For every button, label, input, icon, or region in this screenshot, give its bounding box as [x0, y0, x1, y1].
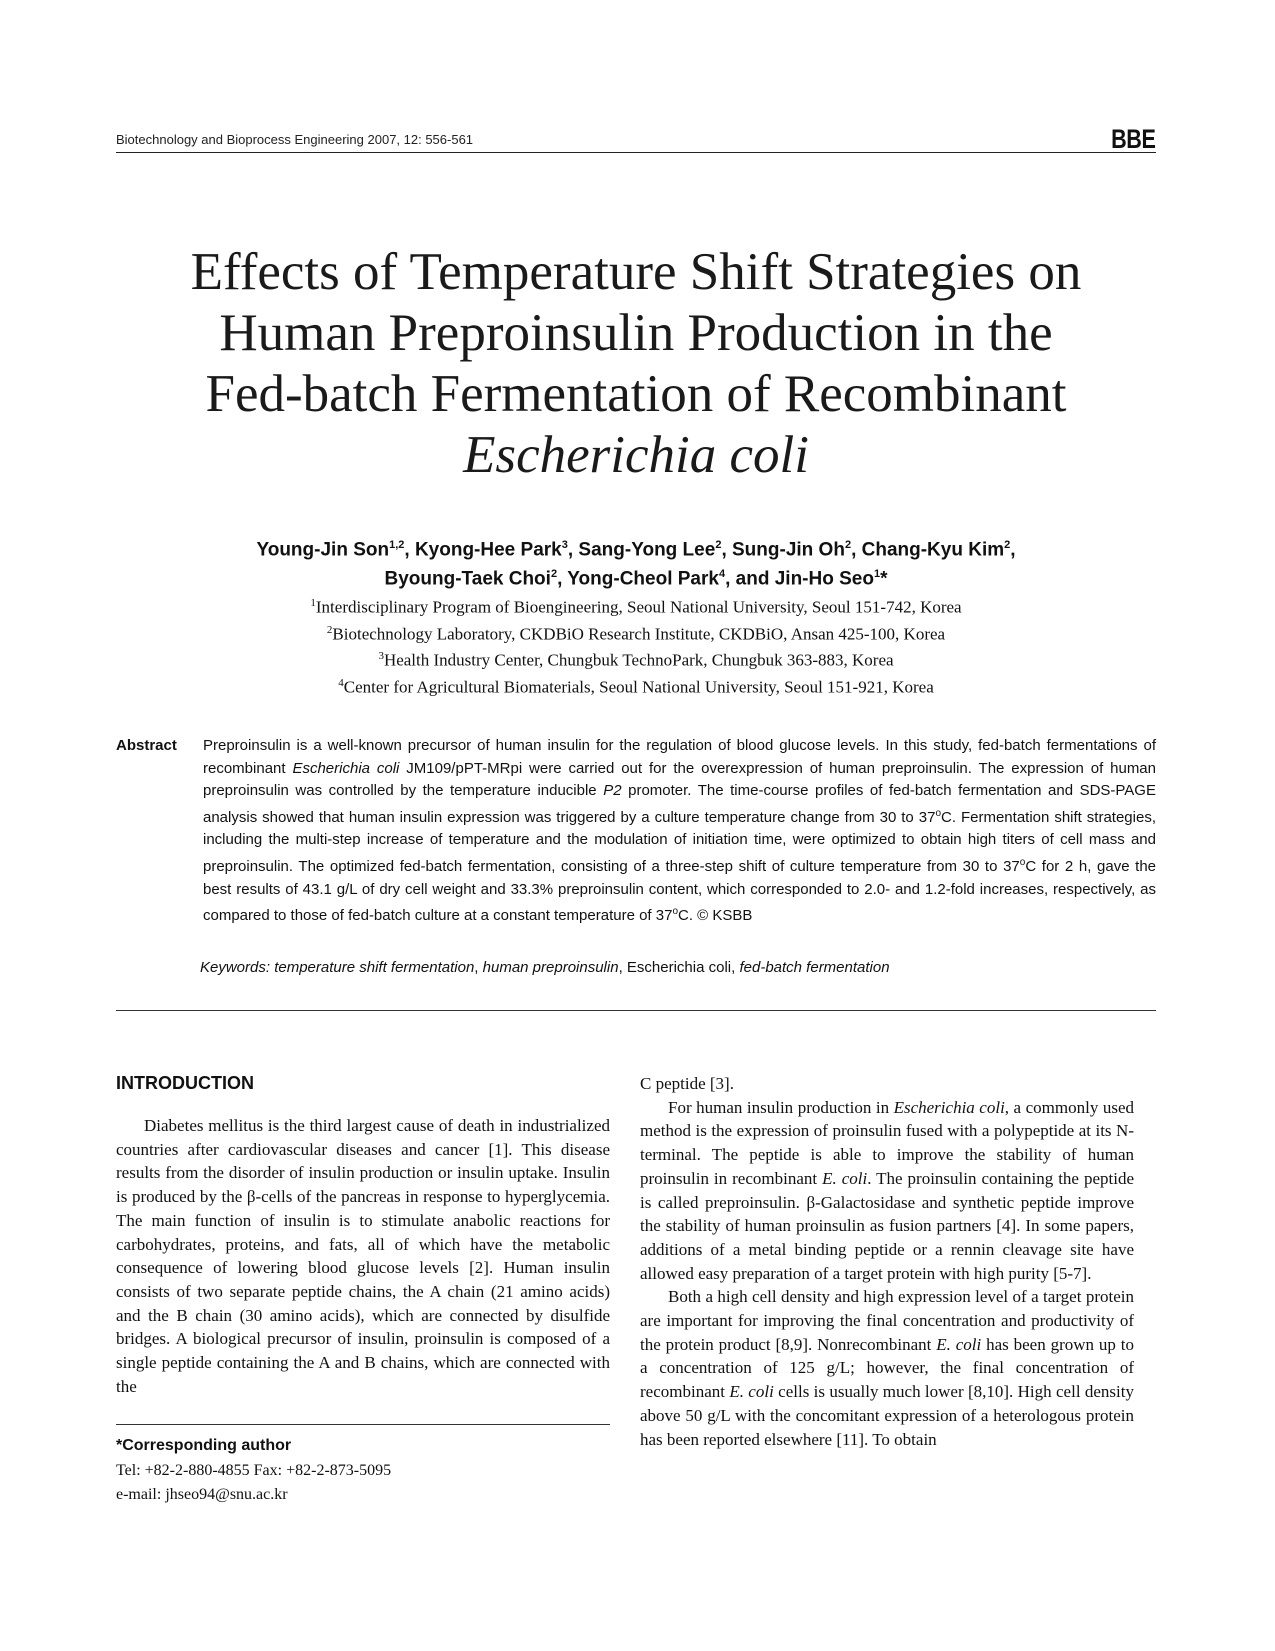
author-affil-sup: 2	[715, 539, 722, 551]
author: Young-Jin Son	[256, 539, 390, 561]
article-title	[116, 242, 1156, 486]
title-line-3: Fed-batch Fermentation of Recombinant	[205, 365, 1067, 423]
abstract-label: Abstract	[116, 737, 177, 754]
author-affil-sup: 2	[550, 568, 558, 581]
author: Chang-Kyu Kim	[861, 539, 1005, 561]
author: Kyong-Hee Park	[414, 539, 562, 561]
left-column	[116, 1114, 610, 1398]
paragraph: For human insulin production in Escherichia coli, a commonly used method is the expression of proinsulin fused with a polypeptide at its N-terminal. The peptide is able to improve the stability of human proinsulin in recombinant E. coli. The proinsulin containing the peptide is called preproinsulin. β-Galactosidase and synthetic peptide improve the stability of human proinsulin as fusion partners [4]. In some papers, additions of a metal binding peptide or a rennin cleavage site have allowed easy preparation of a target protein with high purity [5-7].	[640, 1097, 1134, 1283]
author: Yong-Cheol Park	[567, 568, 719, 590]
running-header	[116, 122, 1156, 153]
author-affil-sup: 1,2	[389, 539, 405, 551]
author: Jin-Ho Seo	[774, 568, 874, 590]
contact-email: e-mail: jhseo94@snu.ac.kr	[116, 1486, 288, 1503]
journal-logo: BBE	[1111, 124, 1156, 154]
author-affil-sup: 2	[1004, 539, 1011, 551]
keywords-line: Keywords: temperature shift fermentation, human preproinsulin, Escherichia coli, fed-batch fermentation	[200, 959, 890, 976]
corresponding-author-heading: *Corresponding author	[116, 1437, 292, 1454]
author-affil-sup: 1	[873, 568, 881, 581]
author: Sung-Jin Oh	[732, 539, 845, 561]
right-column	[640, 1072, 1134, 1451]
author-affil-sup: 4	[718, 568, 726, 581]
affiliation: $^3$Health Industry Center, Chungbuk TechnoPark, Chungbuk 363-883, Korea	[378, 650, 894, 670]
author-affil-sup: 2	[844, 539, 852, 551]
abstract-text: Preproinsulin is a well-known precursor of human insulin for the regulation of blood glucose levels. In this study, fed-batch fermentations of recombinant Escherichia coli JM109/pPT-MRpi were carried out for the overexpression of human preproinsulin. The expression of human preproinsulin was controlled by the temperature inducible P2 promoter. The time-course profiles of fed-batch fermentation and SDS-PAGE analysis showed that human insulin expression was triggered by a culture temperature change from 30 to 37$^o$C. Fermentation shift strategies, including the multi-step increase of temperature and the modulation of initiation time, were optimized to obtain high titers of cell mass and preproinsulin. The optimized fed-batch fermentation, consisting of a three-step shift of culture temperature from 30 to 37$^o$C for 2 h, gave the best results of 43.1 g/L of dry cell weight and 33.3% preproinsulin content, which corresponded to 2.0- and 1.2-fold increases, respectively, as compared to those of fed-batch culture at a constant temperature of 37$^o$C. © KSBB	[203, 737, 1157, 925]
author-list: Young-Jin Son$^{1,2}$, Kyong-Hee Park$^3$, Sang-Yong Lee$^2$, Sung-Jin Oh$^2$, Chang-Kyu Kim$^2$, Byoung-Taek Choi$^2$, Yong-Cheol Park$^4$, and Jin-Ho Seo$^1$*	[256, 539, 1016, 590]
section-heading-introduction: INTRODUCTION	[116, 1073, 254, 1093]
paragraph-continued: C peptide [3].	[640, 1074, 734, 1093]
title-line-4: Escherichia coli	[463, 426, 809, 484]
author: Byoung-Taek Choi	[384, 568, 551, 590]
keywords-label: Keywords:	[200, 959, 271, 976]
corresponding-mark: *	[880, 568, 888, 590]
affiliation-list	[116, 592, 1156, 699]
title-line-1: Effects of Temperature Shift Strategies on	[190, 243, 1082, 301]
author: Sang-Yong Lee	[578, 539, 716, 561]
title-line-2: Human Preproinsulin Production in the	[219, 304, 1053, 362]
author-affil-sup: 3	[561, 539, 568, 551]
affiliation: $^1$Interdisciplinary Program of Bioengineering, Seoul National University, Seoul 151-742, Korea	[310, 597, 962, 617]
section-divider	[116, 1010, 1156, 1011]
paragraph: Both a high cell density and high expression level of a target protein are important for improving the final concentration and productivity of the protein product [8,9]. Nonrecombinant E. coli has been grown up to a concentration of 125 g/L; however, the final concentration of recombinant E. coli cells is usually much lower [8,10]. High cell density above 50 g/L with the concomitant expression of a heterologous protein has been reported elsewhere [11]. To obtain	[640, 1287, 1134, 1449]
affiliation: $^4$Center for Agricultural Biomaterials, Seoul National University, Seoul 151-921, Korea	[338, 676, 934, 697]
affiliation: $^2$Biotechnology Laboratory, CKDBiO Research Institute, CKDBiO, Ansan 425-100, Korea	[326, 623, 946, 644]
journal-citation: Biotechnology and Bioprocess Engineering 2007, 12: 556-561	[116, 132, 474, 147]
abstract-block	[116, 735, 1156, 928]
contact-phone-fax: Tel: +82-2-880-4855 Fax: +82-2-873-5095	[116, 1462, 392, 1479]
paragraph: Diabetes mellitus is the third largest cause of death in industrialized countries after cardiovascular diseases and cancer [1]. This disease results from the disorder of insulin production or insulin uptake. Insulin is produced by the β-cells of the pancreas in response to hyperglycemia. The main function of insulin is to stimulate anabolic reactions for carbohydrates, proteins, and fats, all of which have the metabolic consequence of lowering blood glucose levels [2]. Human insulin consists of two separate peptide chains, the A chain (21 amino acids) and the B chain (30 amino acids), which are connected by disulfide bridges. A biological precursor of insulin, proinsulin is composed of a single peptide containing the A and B chains, which are connected with the	[116, 1116, 610, 1396]
footnote-divider	[116, 1424, 610, 1425]
